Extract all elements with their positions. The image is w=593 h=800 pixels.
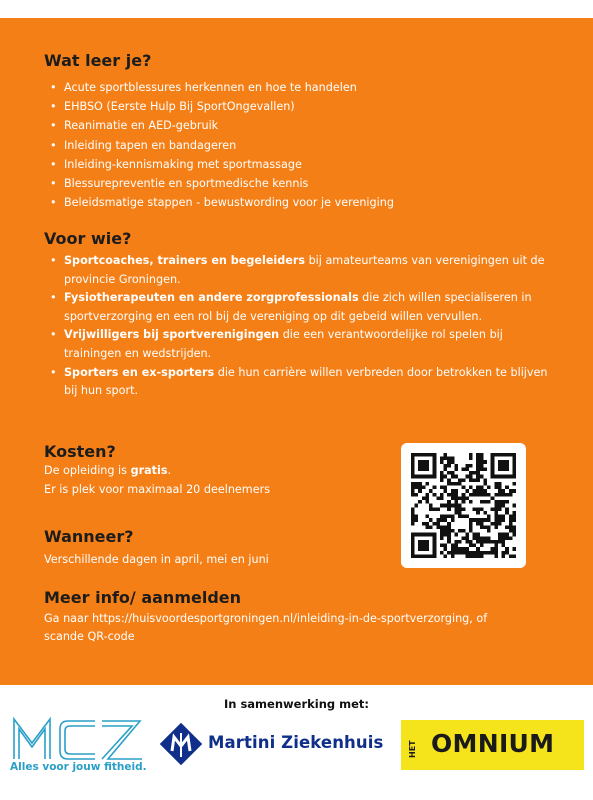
kosten-heading: Kosten? [44,442,116,461]
list-item: • Inleiding-kennismaking met sportmassage [50,155,394,174]
wat-leer-je-heading: Wat leer je? [44,51,152,70]
omnium-het: HET [408,740,417,758]
partners-title: In samenwerking met: [223,697,370,711]
list-item: • Inleiding tapen en bandageren [50,136,394,155]
item-text: bij amateurteams van verenigingen uit de provincie Groningen. [64,254,545,286]
list-item [50,364,560,401]
omnium-name: OMNIUM [431,729,555,758]
item-text: die hun carrière willen verbreden door betrokken te blijven bij hun sport. [64,365,548,398]
mcz-logo [10,713,145,761]
voor-wie-list [50,252,560,401]
mcz-tagline: Alles voor jouw fitheid. [10,761,147,773]
list-item: • Beleidsmatige stappen - bewustwording voor je vereniging [50,193,394,212]
list-item: • EHBSO (Eerste Hulp Bij SportOngevallen) [50,97,394,116]
kosten-line-1 [44,462,171,480]
item-bold: Fysiotherapeuten en andere zorgprofessionals [64,291,359,305]
wanneer-heading: Wanneer? [44,527,134,546]
list-item: • Blessurepreventie en sportmedische kennis [50,174,394,193]
kosten-prefix: De opleiding is [44,464,131,477]
kosten-bold: gratis [130,464,168,477]
omnium-logo [401,720,584,770]
item-text: die een verantwoordelijke rol spelen bij trainingen en wedstrijden. [64,328,503,360]
meer-info-heading: Meer info/ aanmelden [44,588,242,607]
martini-logo-icon [160,723,202,765]
item-bold: Sporters en ex-sporters [64,365,215,379]
list-item [50,326,560,363]
top-margin [0,0,593,18]
martini-name: Martini Ziekenhuis [208,733,384,752]
flyer-panel [0,18,593,685]
list-item [50,252,560,289]
item-bold: Sportcoaches, trainers en begeleiders [64,254,306,267]
partners-section [0,685,593,800]
wanneer-text: Verschillende dagen in april, mei en juni [44,553,269,566]
wat-leer-je-list [50,78,394,212]
voor-wie-heading: Voor wie? [44,229,132,248]
qr-code[interactable] [401,443,526,568]
meer-info-line-1: Ga naar https://huisvoordesportgroningen.nl/inleiding-in-de-sportverzorging, of [44,612,488,625]
list-item [50,289,560,326]
item-text: die zich willen specialiseren in sportverzorging en een rol bij de vereniging op dit gebeid willen vervullen. [64,291,532,323]
meer-info-line-2: scande QR-code [44,630,135,643]
qr-code-icon [411,453,516,558]
item-bold: Vrijwilligers bij sportverenigingen [64,328,280,342]
list-item: • Acute sportblessures herkennen en hoe te handelen [50,78,394,97]
kosten-suffix: . [167,464,172,477]
list-item: • Reanimatie en AED-gebruik [50,116,394,135]
kosten-line-2: Er is plek voor maximaal 20 deelnemers [44,483,271,496]
